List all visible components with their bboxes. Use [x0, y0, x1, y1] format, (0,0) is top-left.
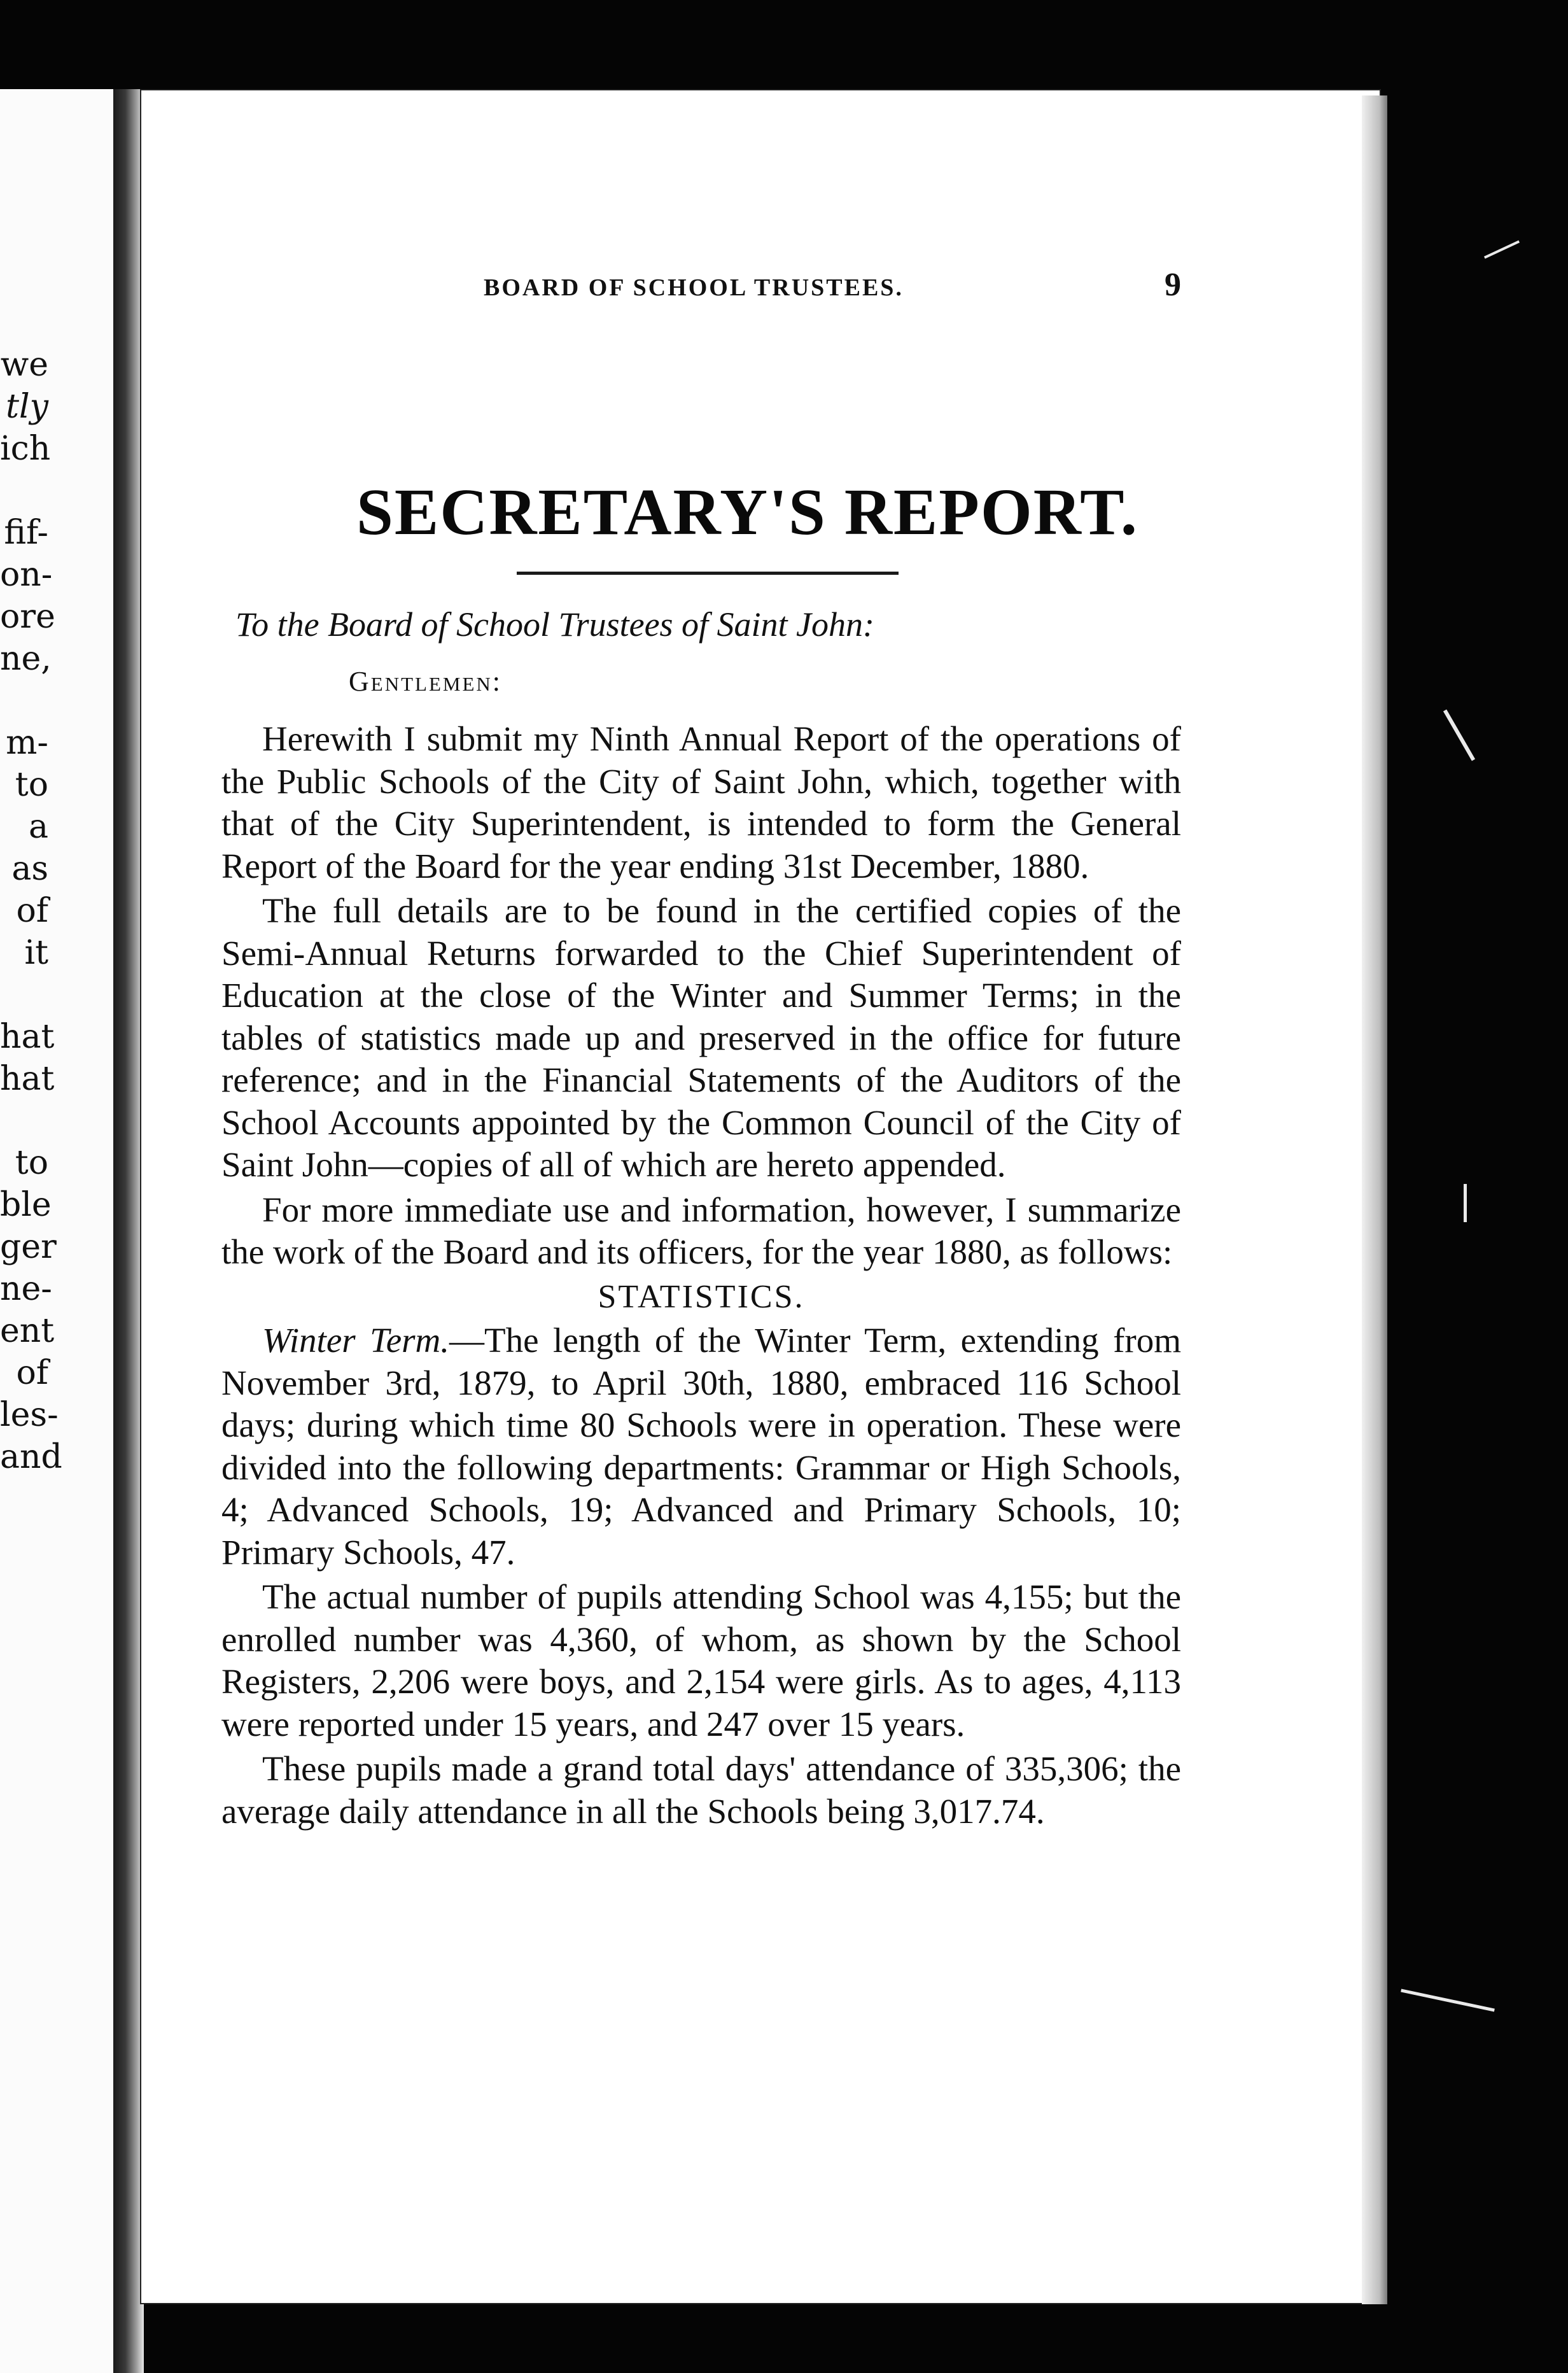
paragraph-details: The full details are to be found in the certified copies of the Semi-Annual Returns forwarded to the Chief Superintendent of Education at the close of the Winter and Summer Terms; in the tables of statistics made up and preserved in the office for future reference; and in the Financial Statements of the Auditors of the School Accounts appointed by the Common Council of the City of Saint John—copies of all of which are hereto appended.: [221, 891, 1181, 1184]
left-fragment: as: [11, 850, 48, 888]
left-fragment: hat: [0, 1018, 55, 1056]
salutation: To the Board of School Trustees of Saint John:: [235, 605, 875, 644]
left-fragment: hat: [0, 1060, 55, 1098]
scan-speck: [1401, 1989, 1495, 2011]
left-fragment: tly: [6, 388, 48, 426]
left-fragment: of: [16, 1354, 48, 1392]
left-fragment: ne-: [0, 1270, 52, 1308]
left-fragment: ich: [0, 430, 51, 468]
left-fragment: of: [16, 892, 48, 930]
left-fragment: ore: [0, 598, 55, 636]
running-head: BOARD OF SCHOOL TRUSTEES.: [484, 274, 904, 301]
report-body: [221, 718, 1181, 1835]
page-number: 9: [1165, 267, 1181, 303]
left-fragment: [0, 974, 127, 1016]
page-edge-shadow: [1362, 95, 1387, 2304]
left-fragment: [0, 1100, 127, 1142]
scan-speck: [1443, 710, 1475, 761]
paragraph-winter-term: [221, 1320, 1181, 1574]
left-fragment: les-: [0, 1396, 59, 1434]
greeting: Gentlemen:: [349, 666, 503, 697]
left-fragment: to: [15, 1144, 48, 1182]
book-gutter: [113, 89, 144, 2373]
paragraph-summary: For more immediate use and information, however, I summarize the work of the Board and its officers, for the year 1880, as follows:: [221, 1190, 1181, 1271]
left-fragment: ent: [0, 1312, 55, 1350]
paragraph-intro: Herewith I submit my Ninth Annual Report of the operations of the Public Schools of the City of Saint John, which, together with that of the City Superintendent, is intended to form the General Report of the Board for the year ending 31st December, 1880.: [221, 719, 1181, 885]
left-fragment: to: [15, 766, 48, 804]
left-fragment: [0, 470, 127, 512]
report-title: SECRETARY'S REPORT.: [356, 475, 1138, 549]
title-rule: [517, 572, 899, 575]
left-fragment: ger: [0, 1228, 57, 1266]
left-page-text-fragments: [0, 344, 127, 1478]
left-fragment: a: [28, 808, 48, 846]
left-fragment: fif-: [4, 514, 48, 552]
left-fragment: we: [0, 346, 48, 384]
paragraph-pupils: The actual number of pupils attending School was 4,155; but the enrolled number was 4,360, of whom, as shown by the School Registers, 2,206 were boys, and 2,154 were girls. As to ages, 4,113 were reported under 15 years, and 247 over 15 years.: [221, 1577, 1181, 1743]
left-fragment: and: [0, 1438, 62, 1476]
winter-term-text: —The length of the Winter Term, extending from November 3rd, 1879, to April 30th, 1880, embraced 116 School days; during which time 80 Schools were in operation. These were divided into the following departments: Grammar or High Schools, 4; Advanced Schools, 19; Advanced and Primary Schools, 10; Primary Schools, 47.: [221, 1321, 1182, 1572]
statistics-heading: STATISTICS.: [598, 1278, 805, 1315]
left-fragment: on-: [0, 556, 53, 594]
left-fragment: ble: [0, 1186, 52, 1224]
left-fragment: it: [24, 934, 48, 972]
left-fragment: [0, 680, 127, 722]
scan-speck: [1464, 1184, 1467, 1222]
left-fragment: m-: [6, 724, 48, 762]
paragraph-attendance: These pupils made a grand total days' attendance of 335,306; the average daily attendance in all the Schools being 3,017.74.: [221, 1749, 1181, 1831]
left-fragment: ne,: [0, 640, 52, 678]
scan-speck: [1484, 241, 1520, 259]
winter-term-label: Winter Term.: [262, 1321, 450, 1360]
